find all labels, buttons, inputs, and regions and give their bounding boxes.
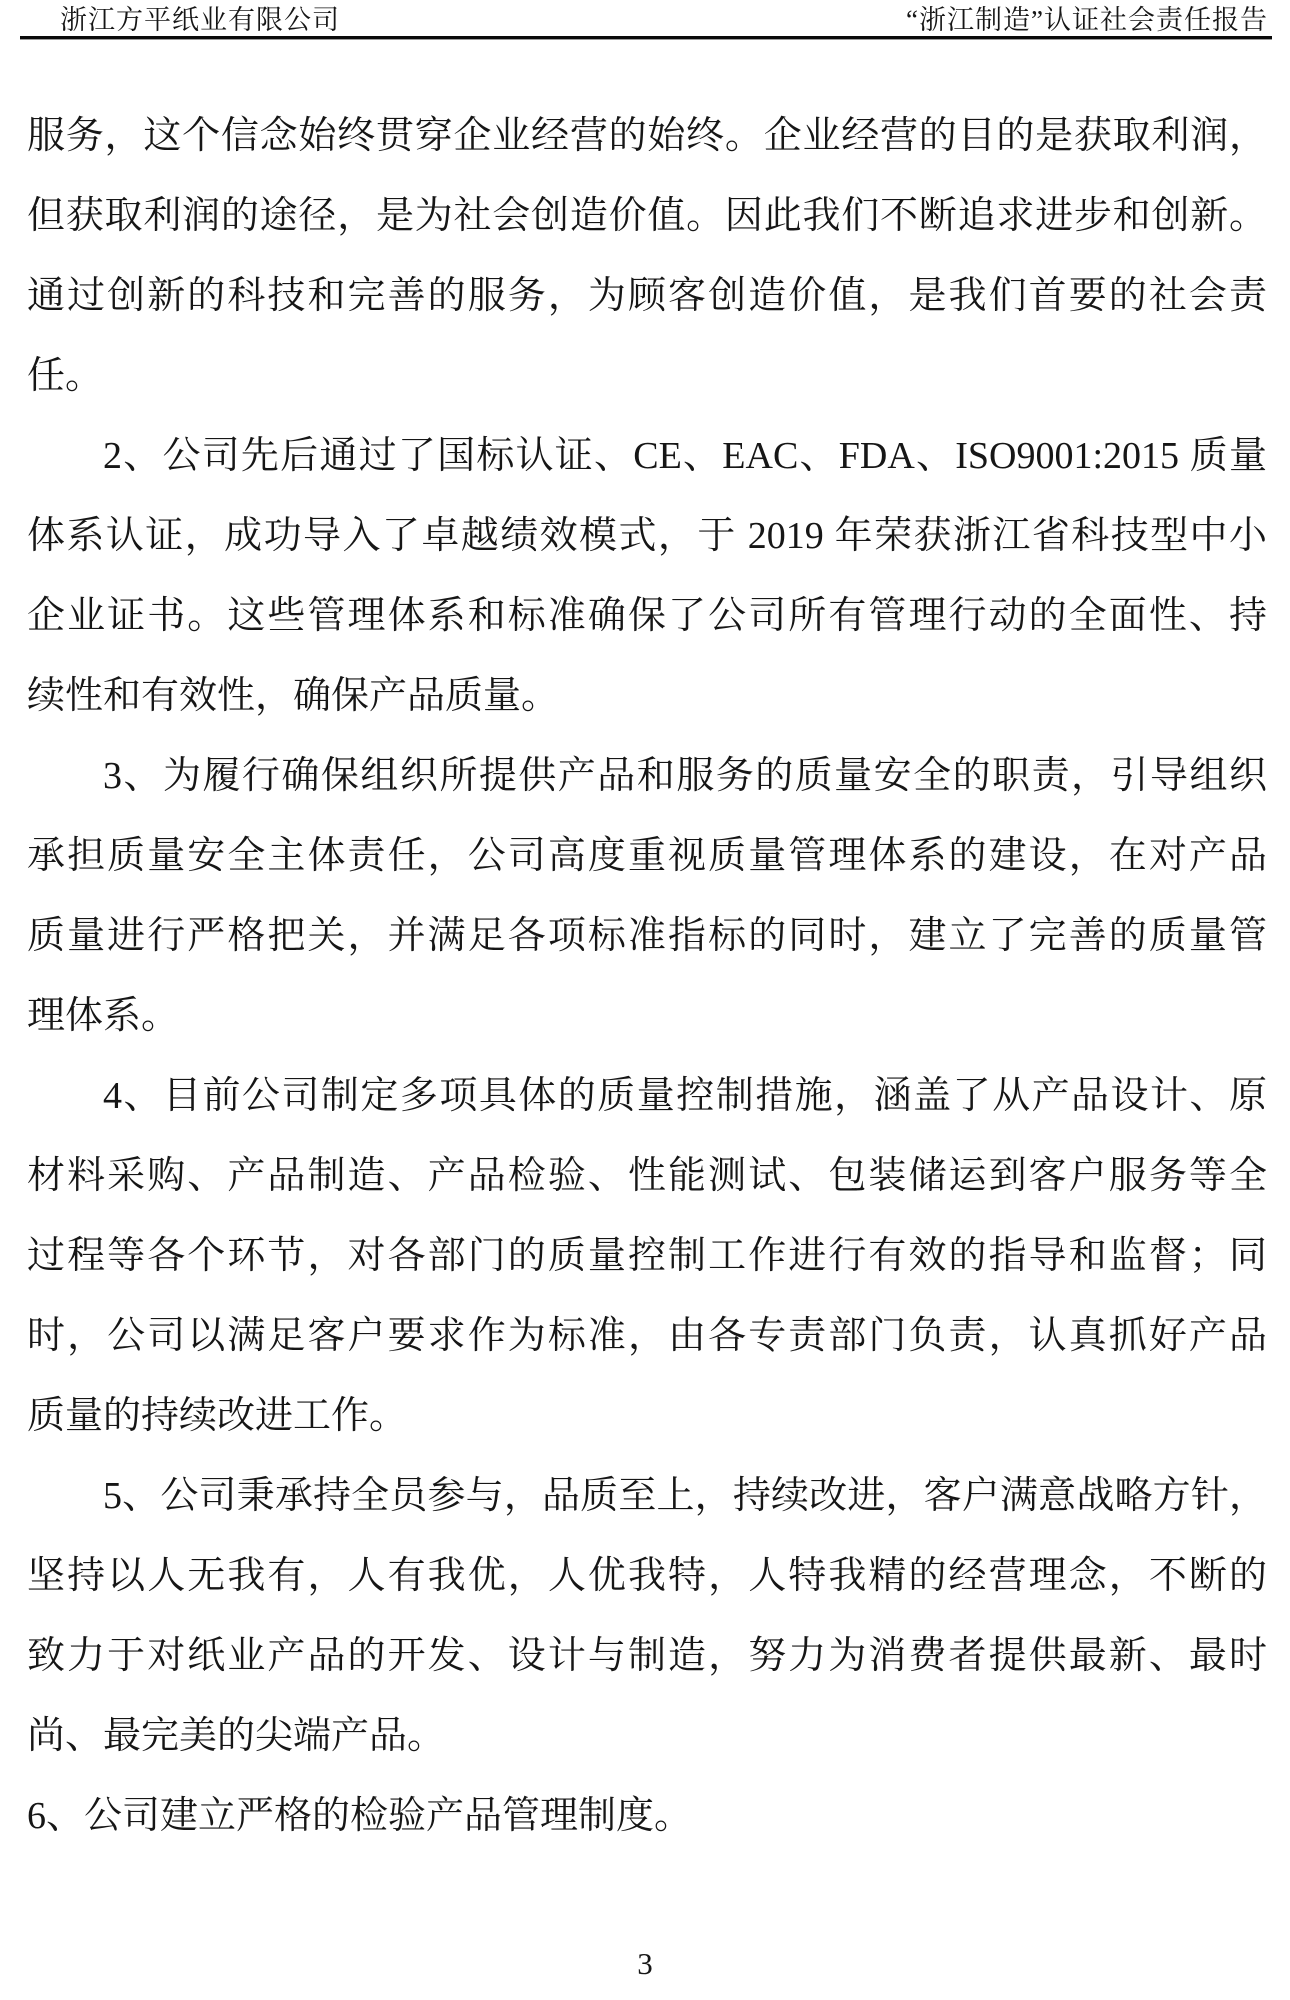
text-line: 通过创新的科技和完善的服务，为顾客创造价值，是我们首要的社会责 — [27, 275, 1267, 317]
text-line: 企业证书。这些管理体系和标准确保了公司所有管理行动的全面性、持 — [27, 595, 1267, 637]
text-line: 致力于对纸业产品的开发、设计与制造，努力为消费者提供最新、最时 — [27, 1635, 1267, 1677]
header-left-title: 浙江方平纸业有限公司 — [60, 5, 340, 35]
paragraph — [27, 96, 1267, 416]
paragraph — [27, 736, 1267, 1056]
text-line: 尚、最完美的尖端产品。 — [27, 1715, 446, 1757]
text-line: 质量的持续改进工作。 — [27, 1395, 408, 1437]
text-line: 理体系。 — [27, 995, 180, 1037]
paragraph — [27, 1056, 1267, 1456]
page-header — [60, 4, 1268, 36]
text-line: 材料采购、产品制造、产品检验、性能测试、包装储运到客户服务等全 — [27, 1155, 1267, 1197]
body-text — [27, 96, 1267, 1856]
page-number: 3 — [637, 1946, 653, 1981]
text-line: 但获取利润的途径，是为社会创造价值。因此我们不断追求进步和创新。 — [27, 195, 1267, 237]
text-line: 6、公司建立严格的检验产品管理制度。 — [27, 1795, 693, 1837]
text-line: 续性和有效性，确保产品质量。 — [27, 675, 560, 717]
paragraph — [27, 1776, 1267, 1856]
paragraph — [27, 416, 1267, 736]
text-line: 2、公司先后通过了国标认证、CE、EAC、FDA、ISO9001:2015 质量 — [103, 435, 1267, 477]
text-line: 服务，这个信念始终贯穿企业经营的始终。企业经营的目的是获取利润， — [27, 115, 1267, 157]
page-footer — [0, 1944, 1290, 1984]
text-line: 3、为履行确保组织所提供产品和服务的质量安全的职责，引导组织 — [103, 755, 1267, 797]
header-rule — [20, 36, 1272, 40]
text-line: 5、公司秉承持全员参与，品质至上，持续改进，客户满意战略方针， — [103, 1475, 1267, 1517]
text-line: 坚持以人无我有，人有我优，人优我特，人特我精的经营理念，不断的 — [27, 1555, 1267, 1597]
paragraph — [27, 1456, 1267, 1776]
text-line: 承担质量安全主体责任，公司高度重视质量管理体系的建设，在对产品 — [27, 835, 1267, 877]
text-line: 过程等各个环节，对各部门的质量控制工作进行有效的指导和监督；同 — [27, 1235, 1267, 1277]
text-line: 质量进行严格把关，并满足各项标准指标的同时，建立了完善的质量管 — [27, 915, 1267, 957]
text-line: 时，公司以满足客户要求作为标准，由各专责部门负责，认真抓好产品 — [27, 1315, 1267, 1357]
text-line: 体系认证，成功导入了卓越绩效模式，于 2019 年荣获浙江省科技型中小 — [27, 515, 1267, 557]
header-right-title: “浙江制造”认证社会责任报告 — [906, 5, 1268, 35]
text-line: 任。 — [27, 355, 104, 397]
text-line: 4、目前公司制定多项具体的质量控制措施，涵盖了从产品设计、原 — [103, 1075, 1267, 1117]
